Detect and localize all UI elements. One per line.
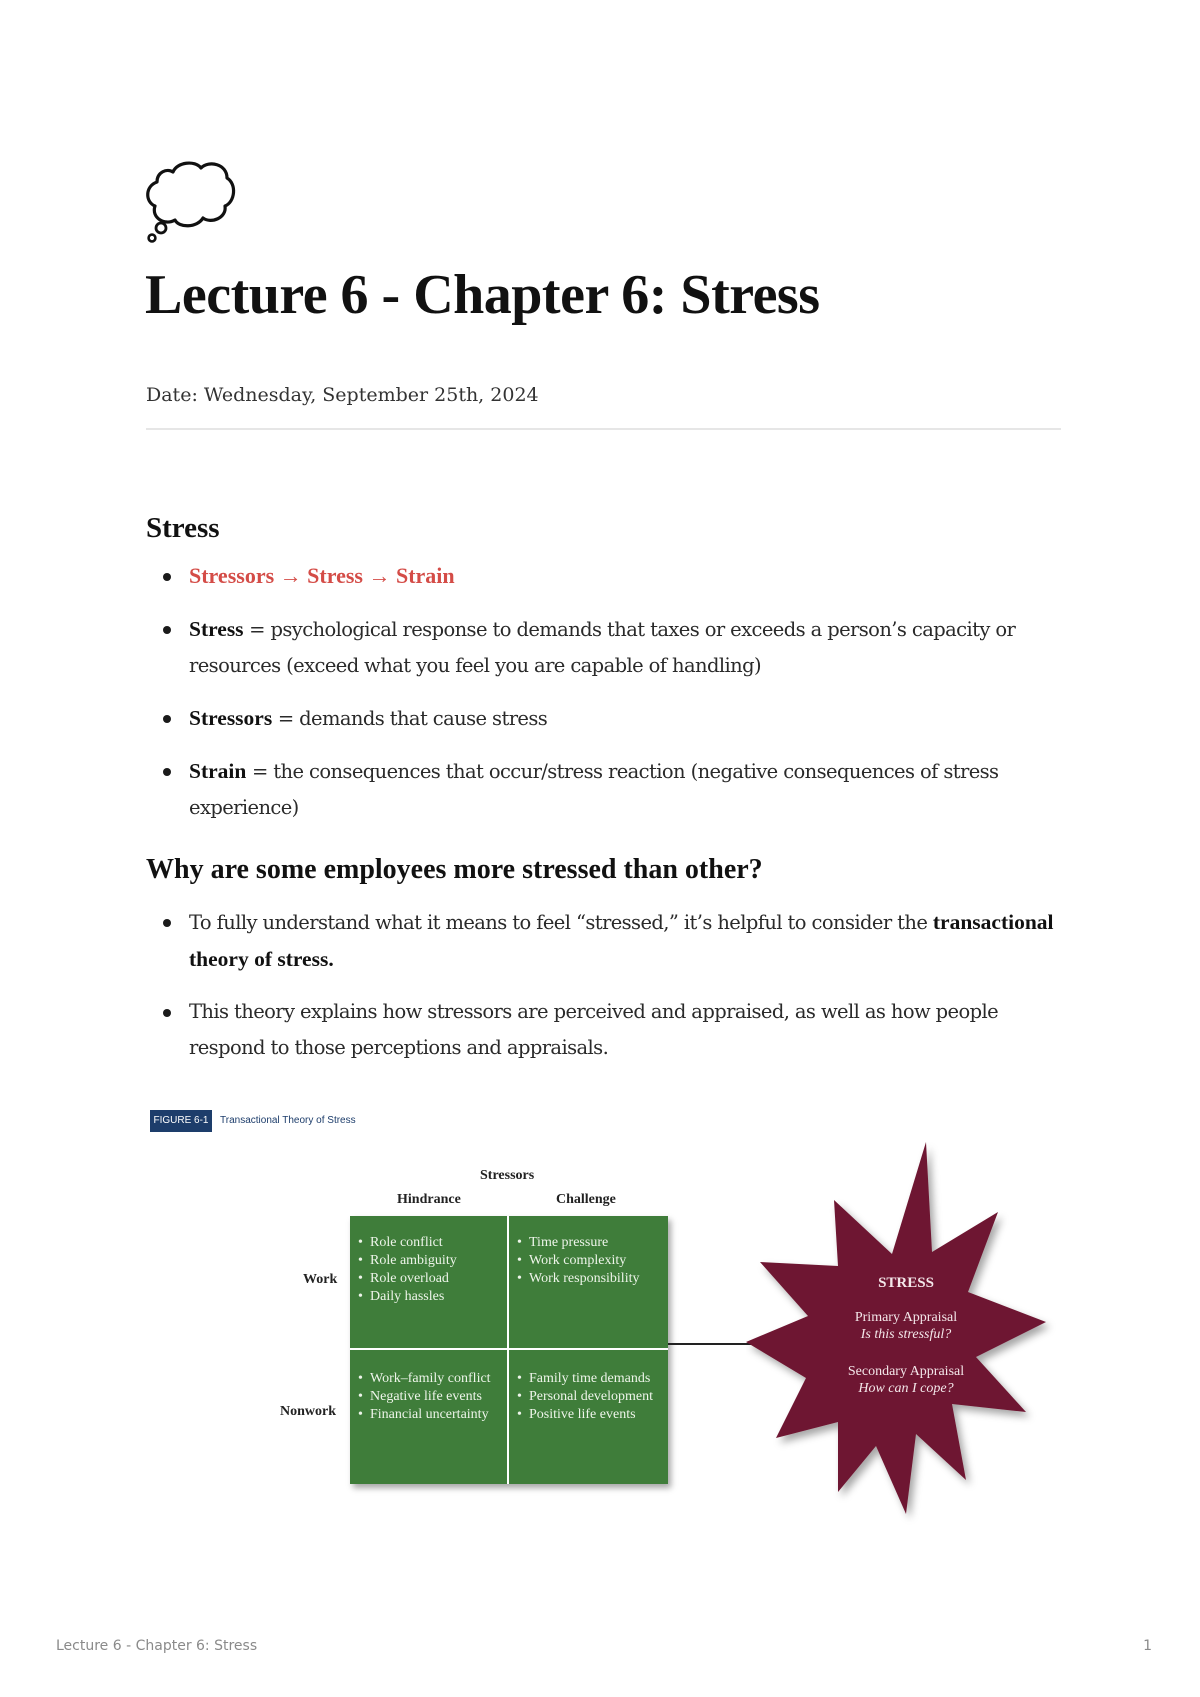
- date-property: [146, 384, 539, 406]
- stress-title: STRESS: [878, 1275, 934, 1291]
- list-item: [146, 700, 1056, 737]
- label-work: Work: [303, 1272, 338, 1287]
- term-stressors: Stressors: [189, 706, 273, 730]
- definition-stress: = psychological response to demands that taxes or exceeds a person’s capacity or resources (exceed what you feel you are capable of handling): [189, 618, 1016, 677]
- divider: [146, 428, 1061, 430]
- stressor-item: • Daily hassles: [358, 1288, 499, 1306]
- date-value: Wednesday, September 25th, 2024: [203, 384, 539, 406]
- definition-stressors: = demands that cause stress: [272, 707, 548, 730]
- stress-chain-text: Stressors → Stress → Strain: [189, 563, 455, 588]
- list-item: [146, 611, 1056, 684]
- bullet-icon: [163, 573, 171, 581]
- label-stressors: Stressors: [480, 1168, 535, 1183]
- stressor-item: • Role overload: [358, 1270, 499, 1288]
- stressor-item: • Financial uncertainty: [358, 1406, 499, 1424]
- figure-transactional-theory: [146, 1104, 1066, 1564]
- label-challenge: Challenge: [556, 1192, 616, 1207]
- nonwork-hindrance-list: [358, 1370, 499, 1424]
- stressor-item: • Role conflict: [358, 1234, 499, 1252]
- heading-why-stressed: Why are some employees more stressed than other?: [146, 854, 763, 885]
- stressor-item: • Role ambiguity: [358, 1252, 499, 1270]
- figure-tag-label: FIGURE 6-1: [153, 1115, 209, 1126]
- cell-nonwork-challenge: [509, 1350, 668, 1484]
- bullet-icon: [163, 626, 171, 634]
- thought-balloon-icon: [143, 158, 237, 244]
- stressor-item: • Work responsibility: [517, 1270, 660, 1288]
- footer-title: Lecture 6 - Chapter 6: Stress: [56, 1638, 258, 1654]
- stress-starburst: [746, 1142, 1056, 1562]
- list-item: [146, 994, 1056, 1066]
- cell-nonwork-hindrance: [350, 1350, 507, 1484]
- stressor-item: • Negative life events: [358, 1388, 499, 1406]
- label-hindrance: Hindrance: [397, 1192, 461, 1207]
- stressor-item: • Family time demands: [517, 1370, 660, 1388]
- bullet-icon: [163, 919, 171, 927]
- term-stress: Stress: [189, 617, 244, 641]
- why-text-1: To fully understand what it means to feel “stressed,” it’s helpful to consider the: [189, 911, 933, 934]
- term-strain: Strain: [189, 759, 247, 783]
- why-list: [146, 904, 1056, 1082]
- secondary-appraisal: Secondary Appraisal: [847, 1364, 965, 1379]
- label-nonwork: Nonwork: [280, 1404, 337, 1419]
- list-item: [146, 558, 1056, 595]
- heading-stress: Stress: [146, 512, 220, 544]
- list-item: [146, 904, 1056, 978]
- stressor-item: • Work–family conflict: [358, 1370, 499, 1388]
- footer-page-number: 1: [1143, 1638, 1152, 1654]
- stressor-item: • Time pressure: [517, 1234, 660, 1252]
- stressor-item: • Work complexity: [517, 1252, 660, 1270]
- primary-appraisal: Primary Appraisal: [854, 1310, 958, 1325]
- work-challenge-list: [517, 1234, 660, 1288]
- nonwork-challenge-list: [517, 1370, 660, 1424]
- cell-work-hindrance: [350, 1216, 507, 1348]
- why-text-2: This theory explains how stressors are perceived and appraised, as well as how people respond to those perceptions and appraisals.: [189, 1000, 999, 1059]
- figure-caption: Transactional Theory of Stress: [220, 1115, 356, 1126]
- stressor-item: • Personal development: [517, 1388, 660, 1406]
- bullet-icon: [163, 1009, 171, 1017]
- term-transactional-theory: transactional theory of stress.: [189, 910, 1054, 971]
- stressor-item: • Positive life events: [517, 1406, 660, 1424]
- secondary-question: How can I cope?: [858, 1381, 954, 1396]
- page-title: Lecture 6 - Chapter 6: Stress: [145, 264, 820, 326]
- bullet-icon: [163, 715, 171, 723]
- primary-question: Is this stressful?: [860, 1327, 952, 1342]
- definition-strain: = the consequences that occur/stress reaction (negative consequences of stress experience): [189, 760, 999, 819]
- date-label: Date:: [146, 384, 198, 406]
- work-hindrance-list: [358, 1234, 499, 1306]
- bullet-icon: [163, 768, 171, 776]
- stress-list: [146, 558, 1056, 842]
- stressor-grid: [350, 1216, 668, 1484]
- cell-work-challenge: [509, 1216, 668, 1348]
- list-item: [146, 753, 1056, 826]
